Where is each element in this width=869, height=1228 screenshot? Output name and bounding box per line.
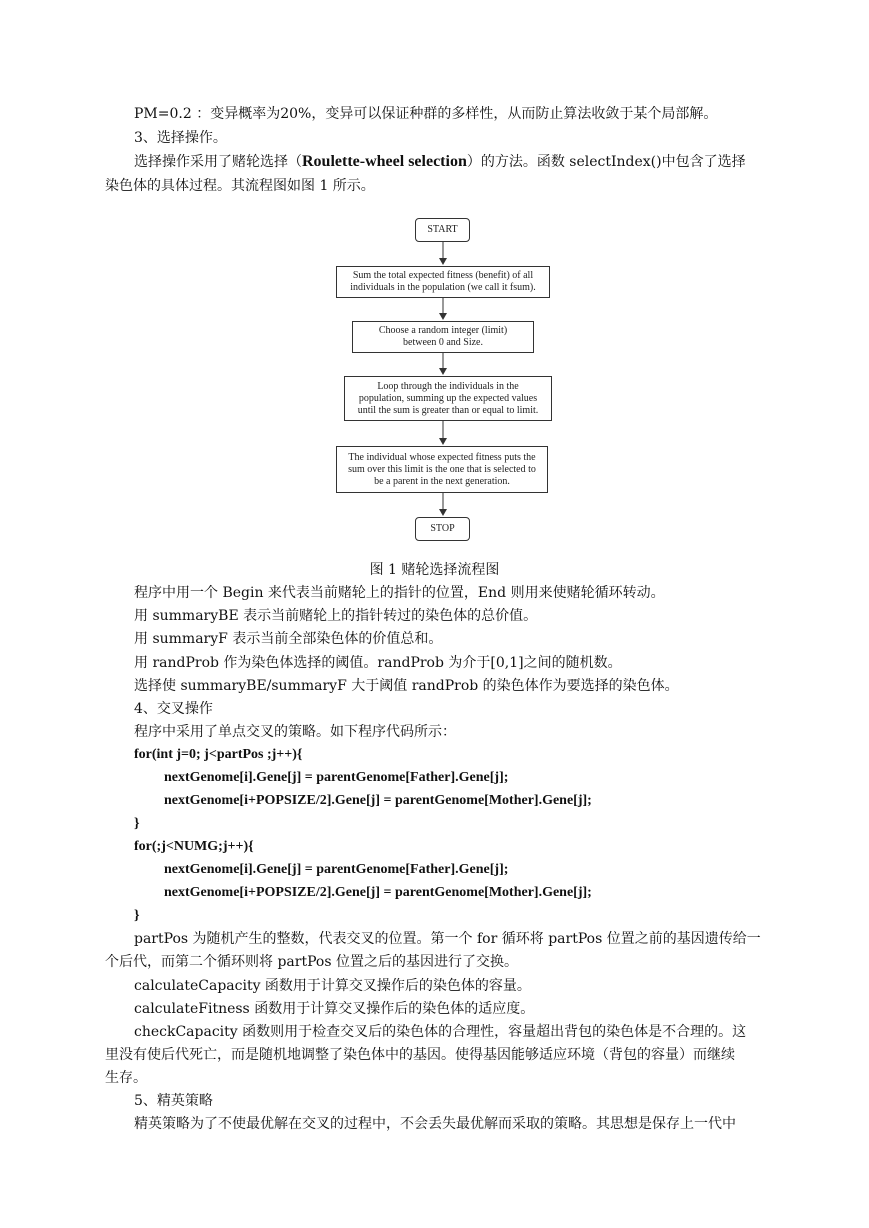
flow-stop-label: STOP: [430, 523, 455, 534]
code-line: }: [134, 908, 140, 923]
paragraph-line: 个后代，而第二个循环则将 partPos 位置之后的基因进行了交换。: [105, 954, 518, 970]
flow-step-text: be a parent in the next generation.: [374, 475, 510, 487]
flow-step-text: Choose a random integer (limit): [378, 325, 508, 336]
flow-start: [415, 218, 470, 242]
section-heading: 5、精英策略: [134, 1093, 213, 1109]
section-heading: 3、选择操作。: [134, 130, 227, 146]
flow-step-loop: [344, 376, 552, 421]
paragraph-line: calculateCapacity 函数用于计算交叉操作后的染色体的容量。: [134, 978, 531, 994]
paragraph-line: calculateFitness 函数用于计算交叉操作后的染色体的适应度。: [134, 1001, 535, 1017]
code-line: nextGenome[i+POPSIZE/2].Gene[j] = parentGenome[Mother].Gene[j];: [164, 885, 592, 900]
paragraph-line: 程序中用一个 Begin 来代表当前赌轮上的指针的位置，End 则用来使赌轮循环转动。: [134, 585, 665, 601]
paragraph-text: 选择操作采用了赌轮选择（: [134, 154, 302, 170]
paragraph-line: 选择使 summaryBE/summaryF 大于阈值 randProb 的染色体作为要选择的染色体。: [134, 678, 679, 694]
section-heading: 4、交叉操作: [134, 701, 213, 717]
flow-step-text: The individual whose expected fitness puts the: [348, 451, 536, 463]
paragraph-line: 用 randProb 作为染色体选择的阈值。randProb 为介于[0,1]之间的随机数。: [134, 655, 622, 671]
code-line: for(;j<NUMG;j++){: [134, 839, 254, 854]
code-line: nextGenome[i+POPSIZE/2].Gene[j] = parentGenome[Mother].Gene[j];: [164, 793, 592, 808]
flow-step-text: between 0 and Size.: [403, 337, 483, 348]
paragraph-line: 精英策略为了不使最优解在交叉的过程中，不会丢失最优解而采取的策略。其思想是保存上一代中: [134, 1116, 736, 1132]
code-line: nextGenome[i].Gene[j] = parentGenome[Father].Gene[j];: [164, 770, 509, 785]
flow-start-label: START: [427, 224, 458, 235]
emphasis-term: Roulette-wheel selection: [302, 153, 467, 170]
flow-step-text: population, summing up the expected values: [358, 392, 538, 404]
paragraph-line: 用 summaryBE 表示当前赌轮上的指针转过的染色体的总价值。: [134, 608, 538, 624]
flow-step-text: Loop through the individuals in the: [377, 380, 519, 392]
flow-step-random: [352, 321, 534, 353]
flow-step-sum: [336, 266, 550, 298]
figure-caption: 图 1 赌轮选择流程图: [369, 562, 500, 578]
paragraph-line: 程序中采用了单点交叉的策略。如下程序代码所示：: [134, 724, 456, 740]
flow-step-text: Sum the total expected fitness (benefit) of all: [352, 270, 534, 281]
paragraph-line: 生存。: [105, 1070, 147, 1086]
paragraph-text: ）的方法。函数 selectIndex()中包含了选择: [466, 154, 746, 170]
code-line: nextGenome[i].Gene[j] = parentGenome[Father].Gene[j];: [164, 862, 509, 877]
paragraph-line: 里没有使后代死亡，而是随机地调整了染色体中的基因。使得基因能够适应环境（背包的容量）而继续: [105, 1047, 735, 1063]
paragraph-line: 用 summaryF 表示当前全部染色体的价值总和。: [134, 631, 443, 647]
flow-step-text: individuals in the population (we call it fsum).: [350, 282, 536, 293]
flow-stop: [415, 517, 470, 541]
flow-step-text: until the sum is greater than or equal to limit.: [357, 404, 539, 416]
paragraph-line: 染色体的具体过程。其流程图如图 1 所示。: [105, 178, 375, 194]
code-line: }: [134, 816, 140, 831]
paragraph-line: PM=0.2 ：变异概率为20%，变异可以保证种群的多样性，从而防止算法收敛于某个局部解。: [134, 106, 718, 122]
flow-step-select: [336, 446, 548, 493]
code-line: for(int j=0; j<partPos ;j++){: [134, 747, 303, 762]
flow-step-text: sum over this limit is the one that is selected to: [348, 463, 536, 475]
paragraph-line: partPos 为随机产生的整数，代表交叉的位置。第一个 for 循环将 partPos 位置之前的基因遗传给一: [134, 931, 761, 947]
paragraph-line: checkCapacity 函数则用于检查交叉后的染色体的合理性，容量超出背包的染色体是不合理的。这: [134, 1024, 747, 1040]
